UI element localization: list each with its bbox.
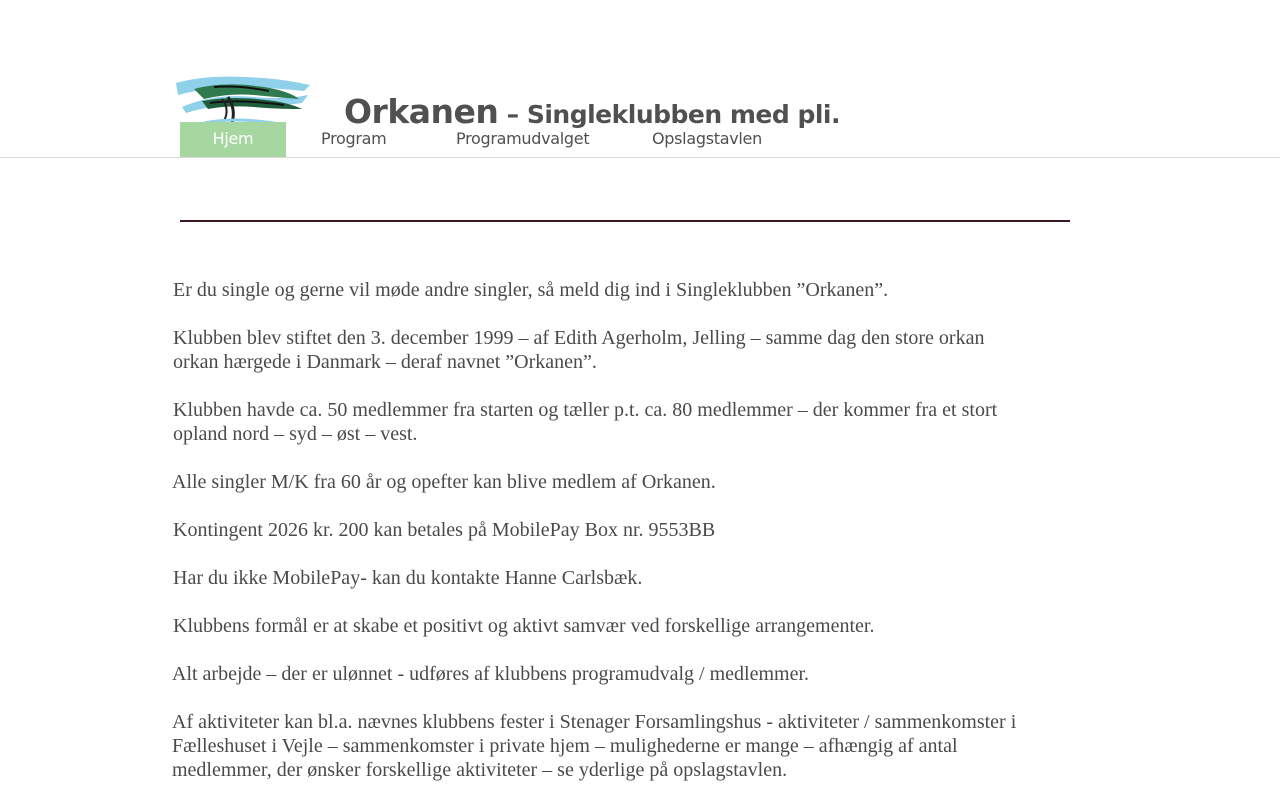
main-content: [173, 278, 1033, 806]
nav-item-label: Program: [321, 129, 387, 148]
paragraph: Klubben blev stiftet den 3. december 1999 – af Edith Agerholm, Jelling – samme dag den store orkan orkan hærgede i Danmark – deraf navnet ”Orkanen”.: [173, 327, 985, 373]
nav-item-programudvalget[interactable]: [456, 122, 589, 157]
paragraph: Har du ikke MobilePay- kan du kontakte Hanne Carlsbæk.: [173, 567, 643, 589]
nav-item-label: Programudvalget: [456, 129, 590, 148]
site-tagline: – Singleklubben med pli.: [498, 100, 840, 129]
nav-item-hjem[interactable]: [180, 122, 286, 157]
site-name: Orkanen: [344, 92, 499, 131]
header-divider: [0, 157, 1280, 158]
paragraph: Kontingent 2026 kr. 200 kan betales på MobilePay Box nr. 9553BB: [173, 519, 716, 541]
paragraph: Alle singler M/K fra 60 år og opefter kan blive medlem af Orkanen.: [172, 471, 716, 493]
paragraph: Alt arbejde – der er ulønnet - udføres af klubbens programudvalg / medlemmer.: [172, 663, 810, 685]
paragraph: Af aktiviteter kan bl.a. nævnes klubbens fester i Stenager Forsamlingshus - aktiviteter / sammenkomster i Fælleshuset i Vejle – sammenkomster i private hjem – mulighederne er mange – afhængig af antal medlemmer, der ønsker forskellige aktiviteter – se yderlige på opslagstavlen.: [172, 711, 1017, 781]
paragraph: Klubbens formål er at skabe et positivt og aktivt samvær ved forskellige arrangementer.: [173, 615, 875, 637]
nav-item-label: Hjem: [212, 129, 254, 148]
content-divider: [180, 220, 1070, 222]
nav-item-program[interactable]: [321, 122, 386, 157]
nav-item-opslagstavlen[interactable]: [652, 122, 762, 157]
site-title: [344, 92, 840, 131]
paragraph: Er du single og gerne vil møde andre singler, så meld dig ind i Singleklubben ”Orkanen”.: [173, 279, 889, 301]
nav-item-label: Opslagstavlen: [652, 129, 762, 148]
paragraph: Klubben havde ca. 50 medlemmer fra starten og tæller p.t. ca. 80 medlemmer – der kommer fra et stort opland nord – syd – øst – vest.: [173, 399, 998, 445]
windswept-tree-logo[interactable]: [174, 73, 312, 127]
